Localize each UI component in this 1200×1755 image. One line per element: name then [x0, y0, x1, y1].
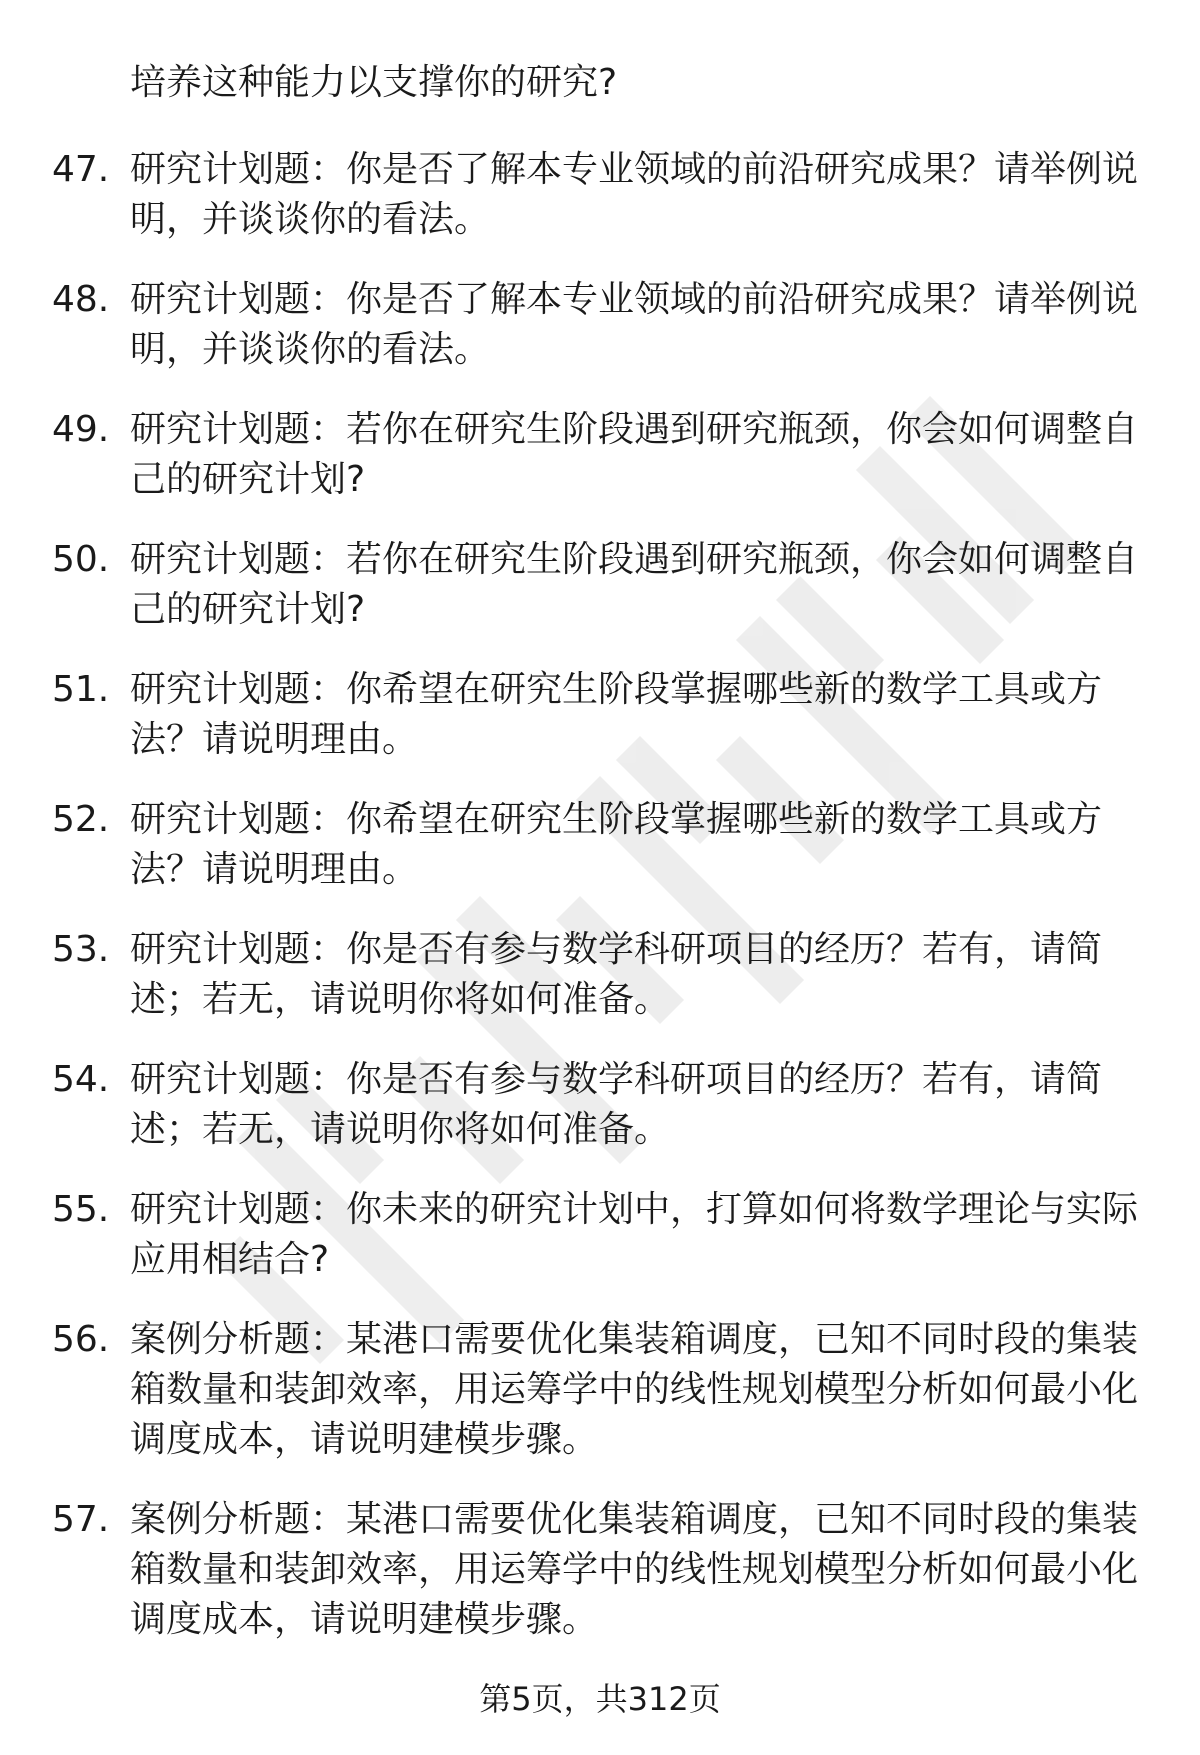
question-text: 研究计划题：你希望在研究生阶段掌握哪些新的数学工具或方 法？请说明理由。 — [130, 669, 1103, 760]
page-footer: 第5页，共312页 — [479, 1680, 721, 1718]
question-number: 57. — [52, 1499, 110, 1540]
question-item — [0, 1315, 1200, 1465]
question-list — [0, 145, 1200, 1675]
question-number: 56. — [52, 1319, 110, 1360]
question-number: 49. — [52, 409, 110, 450]
question-number: 51. — [52, 669, 110, 710]
question-text: 研究计划题：若你在研究生阶段遇到研究瓶颈，你会如何调整自 己的研究计划? — [130, 539, 1139, 630]
question-number: 55. — [52, 1189, 110, 1230]
continuation-text: 培养这种能力以支撑你的研究? — [130, 62, 618, 103]
question-text: 研究计划题：你是否了解本专业领域的前沿研究成果？请举例说 明，并谈谈你的看法。 — [130, 279, 1139, 370]
question-item — [0, 145, 1200, 245]
question-number: 48. — [52, 279, 110, 320]
question-text: 研究计划题：你是否了解本专业领域的前沿研究成果？请举例说 明，并谈谈你的看法。 — [130, 149, 1139, 240]
question-number: 53. — [52, 929, 110, 970]
question-item — [0, 1185, 1200, 1285]
question-number: 47. — [52, 149, 110, 190]
question-number: 50. — [52, 539, 110, 580]
question-item — [0, 405, 1200, 505]
question-number: 52. — [52, 799, 110, 840]
question-text: 研究计划题：你未来的研究计划中，打算如何将数学理论与实际 应用相结合? — [130, 1189, 1139, 1280]
question-text: 案例分析题：某港口需要优化集装箱调度，已知不同时段的集装 箱数量和装卸效率，用运筹学中的线性规划模型分析如何最小化 调度成本，请说明建模步骤。 — [130, 1499, 1139, 1640]
question-item — [0, 1055, 1200, 1155]
question-text: 研究计划题：若你在研究生阶段遇到研究瓶颈，你会如何调整自 己的研究计划? — [130, 409, 1139, 500]
question-item — [0, 1495, 1200, 1645]
question-text: 案例分析题：某港口需要优化集装箱调度，已知不同时段的集装 箱数量和装卸效率，用运筹学中的线性规划模型分析如何最小化 调度成本，请说明建模步骤。 — [130, 1319, 1139, 1460]
question-number: 54. — [52, 1059, 110, 1100]
question-text: 研究计划题：你是否有参与数学科研项目的经历？若有，请简 述；若无，请说明你将如何准备。 — [130, 929, 1103, 1020]
question-item — [0, 535, 1200, 635]
question-item — [0, 275, 1200, 375]
question-text: 研究计划题：你是否有参与数学科研项目的经历？若有，请简 述；若无，请说明你将如何准备。 — [130, 1059, 1103, 1150]
question-item — [0, 795, 1200, 895]
question-item — [0, 925, 1200, 1025]
question-text: 研究计划题：你希望在研究生阶段掌握哪些新的数学工具或方 法？请说明理由。 — [130, 799, 1103, 890]
question-item — [0, 665, 1200, 765]
